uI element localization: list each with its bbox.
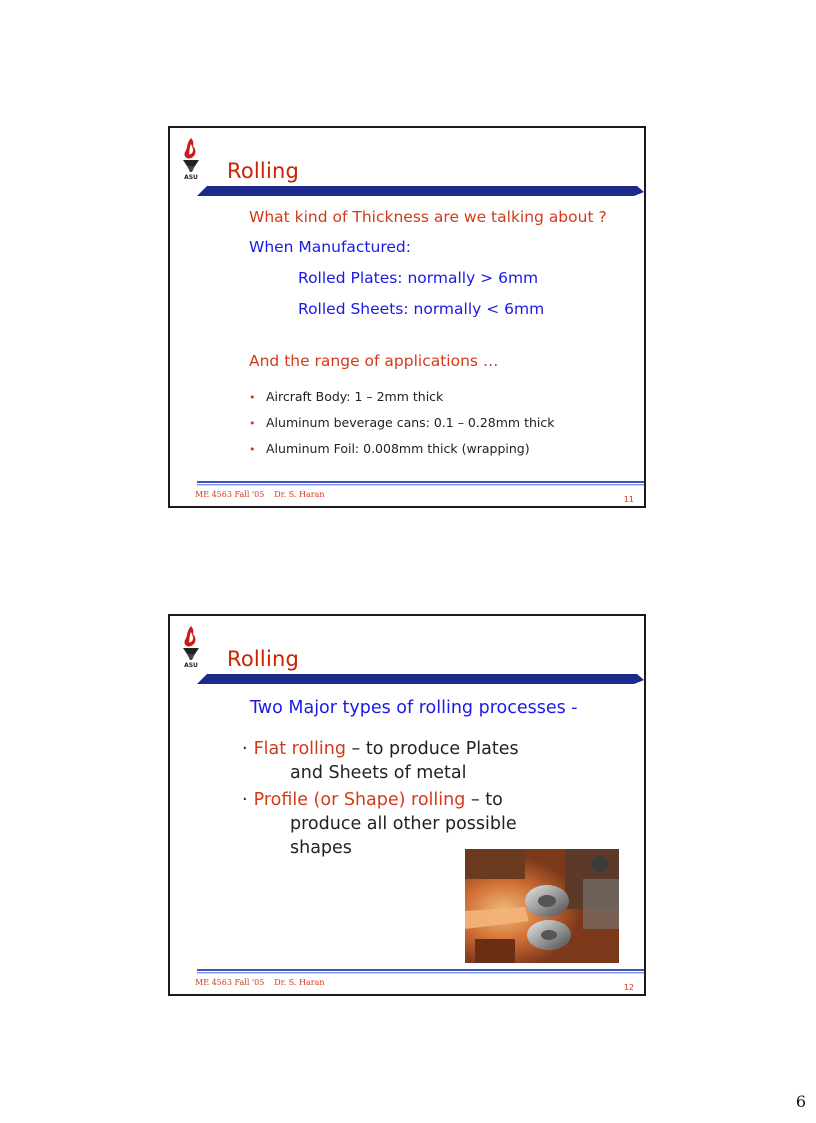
rolled-sheets-line: Rolled Sheets: normally < 6mm — [298, 300, 545, 318]
logo-text: ASU — [184, 662, 198, 668]
slide-page-number: 11 — [623, 495, 634, 504]
author-label: Dr. S. Haran — [274, 490, 325, 499]
slide-title: Rolling — [227, 647, 300, 671]
logo-text: ASU — [184, 174, 198, 180]
rolling-types-heading: Two Major types of rolling processes - — [250, 698, 578, 718]
footer-credit — [195, 490, 325, 499]
bullet-dot-icon: • — [249, 443, 256, 456]
bullet-text: Aluminum Foil: 0.008mm thick (wrapping) — [266, 441, 530, 456]
list-item-flat-rolling — [242, 739, 519, 759]
list-item — [249, 389, 443, 404]
course-label: ME 4563 Fall '05 — [195, 978, 265, 987]
slide-title: Rolling — [227, 159, 300, 183]
course-label: ME 4563 Fall '05 — [195, 490, 265, 499]
profile-rolling-desc: – to — [465, 790, 503, 810]
flat-rolling-term: Flat rolling — [253, 739, 346, 759]
flat-rolling-continuation: and Sheets of metal — [290, 763, 467, 783]
profile-rolling-term: Profile (or Shape) rolling — [253, 790, 466, 810]
list-item — [249, 441, 530, 456]
bullet-dot-icon: · — [242, 739, 248, 759]
when-manufactured-label: When Manufactured: — [249, 238, 411, 256]
list-item-profile-rolling — [242, 790, 503, 810]
footer-credit — [195, 978, 325, 987]
title-underline-bar — [197, 674, 644, 684]
asu-torch-logo-icon — [179, 624, 203, 668]
rolled-plates-line: Rolled Plates: normally > 6mm — [298, 269, 539, 287]
document-page-number: 6 — [795, 1092, 806, 1111]
author-label: Dr. S. Haran — [274, 978, 325, 987]
asu-torch-logo-icon — [179, 136, 203, 180]
slide-page-number: 12 — [623, 983, 634, 992]
bullet-dot-icon: • — [249, 391, 256, 404]
thickness-question: What kind of Thickness are we talking about ? — [249, 208, 607, 226]
applications-heading: And the range of applications … — [249, 352, 499, 370]
profile-rolling-continuation-1: produce all other possible — [290, 814, 517, 834]
list-item — [249, 415, 555, 430]
title-underline-bar — [197, 186, 644, 196]
profile-rolling-continuation-2: shapes — [290, 838, 352, 858]
bullet-text: Aircraft Body: 1 – 2mm thick — [266, 389, 444, 404]
slide-11 — [168, 126, 646, 508]
flat-rolling-desc: – to produce Plates — [345, 739, 519, 759]
bullet-dot-icon: • — [249, 417, 256, 430]
footer-rule — [197, 969, 644, 974]
slide-12 — [168, 614, 646, 996]
bullet-text: Aluminum beverage cans: 0.1 – 0.28mm thick — [266, 415, 555, 430]
footer-rule — [197, 481, 644, 486]
rolling-mill-photo — [465, 849, 619, 963]
bullet-dot-icon: · — [242, 790, 248, 810]
